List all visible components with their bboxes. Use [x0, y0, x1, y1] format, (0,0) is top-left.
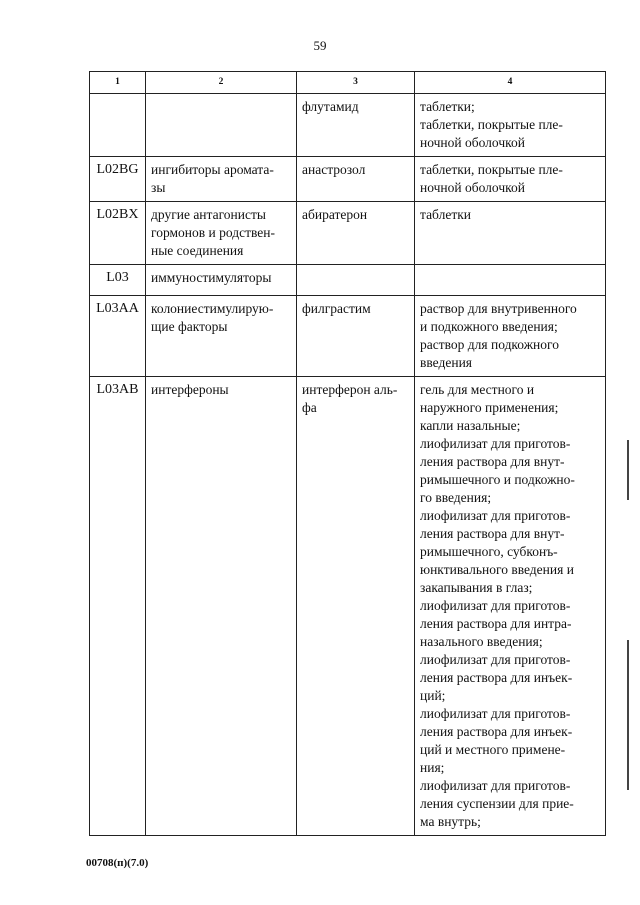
dosage-forms-cell: таблетки, покрытые пле- ночной оболочкой — [415, 157, 606, 202]
table-row — [90, 202, 606, 265]
dosage-forms-cell: таблетки; таблетки, покрытые пле- ночной оболочкой — [415, 94, 606, 157]
table-row — [90, 377, 606, 836]
table-header-row — [90, 72, 606, 94]
scan-edge-mark — [627, 440, 629, 500]
atc-code-cell: L02BG — [90, 157, 146, 202]
dosage-forms-cell — [415, 265, 606, 296]
group-cell: иммуностимуляторы — [146, 265, 297, 296]
table-row — [90, 265, 606, 296]
group-cell: ингибиторы аромата- зы — [146, 157, 297, 202]
atc-code-cell: L02BX — [90, 202, 146, 265]
drug-cell: флутамид — [297, 94, 415, 157]
dosage-forms-cell: таблетки — [415, 202, 606, 265]
drug-cell: анастрозол — [297, 157, 415, 202]
column-header: 4 — [415, 72, 606, 94]
atc-code-cell — [90, 94, 146, 157]
drug-cell: филграстим — [297, 296, 415, 377]
column-header: 1 — [90, 72, 146, 94]
dosage-forms-cell: раствор для внутривенного и подкожного введения; раствор для подкожного введения — [415, 296, 606, 377]
drug-cell — [297, 265, 415, 296]
scan-edge-mark — [627, 640, 629, 790]
page-number: 59 — [313, 38, 327, 53]
group-cell — [146, 94, 297, 157]
group-cell: другие антагонисты гормонов и родствен- ные соединения — [146, 202, 297, 265]
atc-code-cell: L03 — [90, 265, 146, 296]
column-header: 3 — [297, 72, 415, 94]
atc-code-cell: L03AB — [90, 377, 146, 836]
group-cell: колониестимулирую- щие факторы — [146, 296, 297, 377]
drug-table — [89, 71, 606, 836]
group-cell: интерфероны — [146, 377, 297, 836]
dosage-forms-cell: гель для местного и наружного применения; капли назальные; лиофилизат для приготов- ления раствора для внут- римышечного и подкожно- го введения; лиофилизат для приготов- ления раствора для внут- римышечного, субконъ- юнктивального введения и закапывания в глаз; лиофилизат для приготов- ления раствора для интра- назального введения; лиофилизат для приготов- ления раствора для инъек- ций; лиофилизат для приготов- ления раствора для инъек- ций и местного примене- ния; лиофилизат для приготов- ления суспензии для прие- ма внутрь; — [415, 377, 606, 836]
table-row — [90, 94, 606, 157]
table-row — [90, 157, 606, 202]
atc-code-cell: L03AA — [90, 296, 146, 377]
table-row — [90, 296, 606, 377]
document-code-footer: 00708(п)(7.0) — [86, 857, 149, 869]
drug-cell: абиратерон — [297, 202, 415, 265]
drug-cell: интерферон аль- фа — [297, 377, 415, 836]
column-header: 2 — [146, 72, 297, 94]
